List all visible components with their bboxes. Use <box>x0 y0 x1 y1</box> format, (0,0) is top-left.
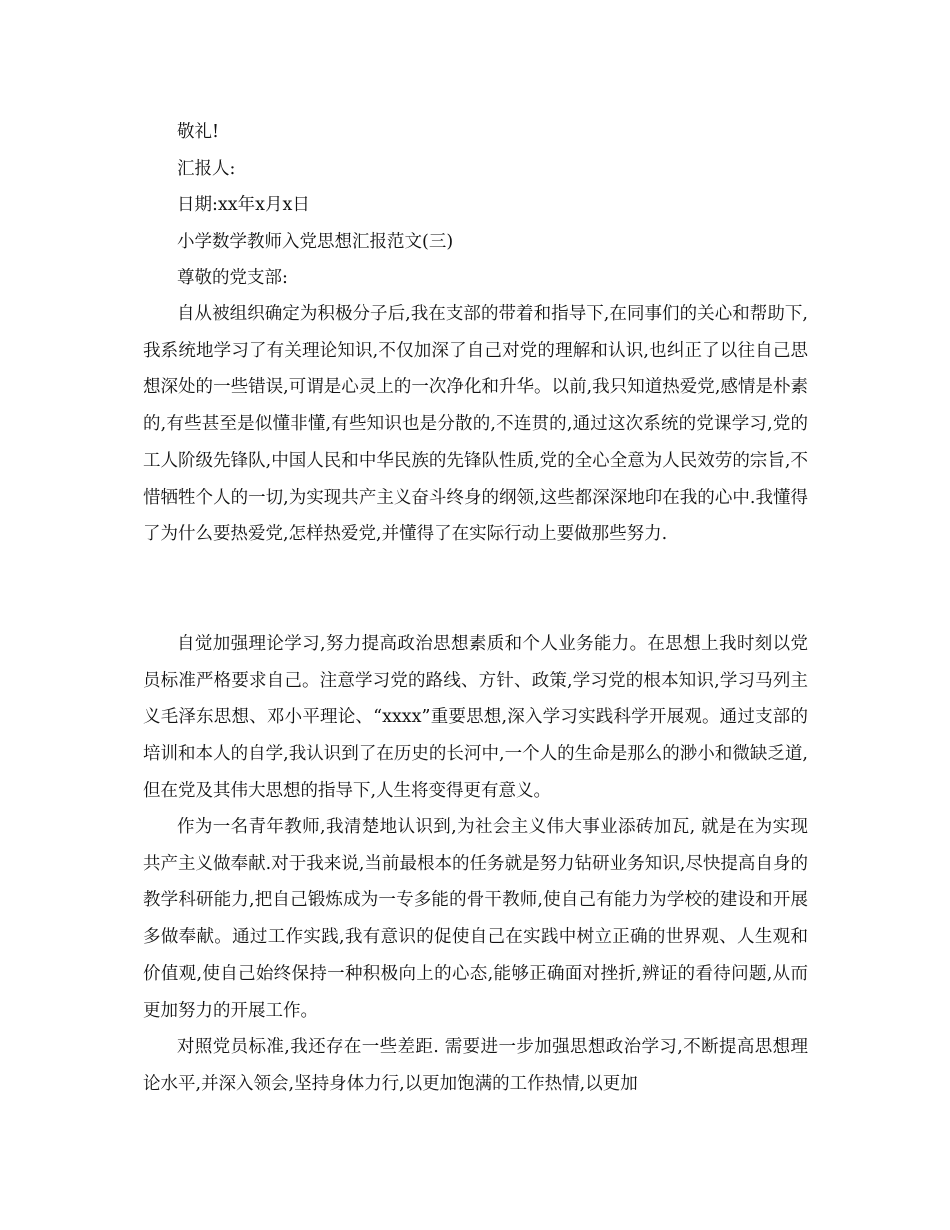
body-paragraph-2: 自觉加强理论学习,努力提高政治思想素质和个人业务能力。在思想上我时刻以党员标准严格要求自己。注意学习党的路线、方针、政策,学习党的根本知识,学习马列主义毛泽东思想、邓小平理论、“xxxx”重要思想,深入学习实践科学开展观。通过支部的培训和本人的自学,我认识到了在历史的长河中,一个人的生命是那么的渺小和微缺乏道,但在党及其伟大思想的指导下,人生将变得更有意义。 <box>143 634 808 801</box>
body-paragraph-1: 自从被组织确定为积极分子后,我在支部的带着和指导下,在同事们的关心和帮助下,我系统地学习了有关理论知识,不仅加深了自己对党的理解和认识,也纠正了以往自己思想深处的一些错误,可谓是心灵上的一次净化和升华。以前,我只知道热爱党,感情是朴素的,有些甚至是似懂非懂,有些知识也是分散的,不连贯的,通过这次系统的党课学习,党的工人阶级先锋队,中国人民和中华民族的先锋队性质,党的全心全意为人民效劳的宗旨,不惜牺牲个人的一切,为实现共产主义奋斗终身的纲领,这些都深深地印在我的心中.我懂得了为什么要热爱党,怎样热爱党,并懂得了在实际行动上要做那些努力. <box>143 304 808 545</box>
body-paragraph-3: 作为一名青年教师,我清楚地认识到,为社会主义伟大事业添砖加瓦, 就是在为实现共产主义做奉献.对于我来说,当前最根本的任务就是努力钻研业务知识,尽快提高自身的教学科研能力,把自己锻炼成为一专多能的骨干教师,使自己有能力为学校的建设和开展多做奉献。通过工作实践,我有意识的促使自己在实践中树立正确的世界观、人生观和价值观,使自己始终保持一种积极向上的心态,能够正确面对挫折,辨证的看待问题,从而更加努力的开展工作。 <box>143 817 808 1021</box>
salutation: 尊敬的党支部: <box>177 268 288 288</box>
body-paragraph-4: 对照党员标准,我还存在一些差距. 需要进一步加强思想政治学习,不断提高思想理论水平,并深入领会,坚持身体力行,以更加饱满的工作热情,以更加 <box>143 1037 808 1094</box>
section-title: 小学数学教师入党思想汇报范文(三) <box>177 232 454 252</box>
report-date: 日期:xx年x月x日 <box>177 195 310 215</box>
reporter-label: 汇报人: <box>177 159 236 179</box>
closing-salute: 敬礼! <box>177 122 220 142</box>
